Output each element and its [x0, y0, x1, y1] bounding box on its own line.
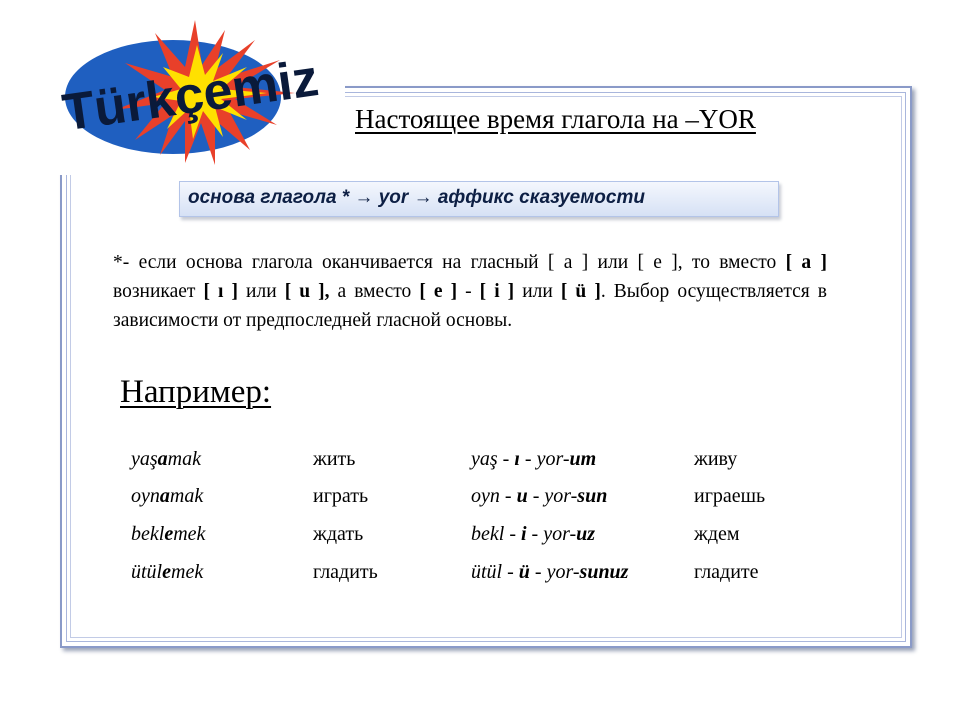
rule-note: [113, 248, 827, 335]
note-text: . Выбор осуществляется в зависимости от предпоследней гласной основы.: [113, 281, 827, 331]
note-text: -: [457, 281, 480, 302]
translation: играть: [313, 485, 369, 507]
example-row: [0, 523, 960, 553]
infinitive: oynamak: [131, 485, 204, 507]
infinitive: ütülemek: [131, 561, 204, 583]
slide-frame-inner-line: [70, 96, 902, 638]
note-text: или: [514, 281, 561, 302]
note-vowel-a: [ a ]: [785, 252, 827, 273]
note-text: возникает: [113, 281, 204, 302]
conjugated-form: bekl - i - yor-uz: [471, 523, 596, 545]
form-translation: гладите: [694, 561, 759, 583]
form-translation: играешь: [694, 485, 766, 507]
translation: гладить: [313, 561, 378, 583]
example-row: [0, 448, 960, 478]
sun-burst-icon: [55, 15, 345, 175]
turkcemiz-logo: [55, 15, 345, 175]
form-translation: живу: [694, 448, 738, 470]
conjugated-form: yaş - ı - yor-um: [471, 448, 597, 470]
page-title: Настоящее время глагола на –YOR: [355, 104, 756, 134]
note-text: а вместо: [329, 281, 420, 302]
note-vowel-u-umlaut: [ ü ]: [560, 281, 601, 302]
note-text: или: [237, 281, 285, 302]
note-text: *- если основа глагола оканчивается на гласный [ a ] или [ e ], то вместо: [113, 252, 786, 273]
infinitive: beklemek: [131, 523, 206, 545]
logo-text: Türkçemiz: [59, 49, 322, 143]
note-vowel-u: [ u ],: [284, 281, 330, 302]
conjugated-form: oyn - u - yor-sun: [471, 485, 608, 507]
conjugated-form: ütül - ü - yor-sunuz: [471, 561, 629, 583]
note-vowel-e: [ e ]: [419, 281, 458, 302]
example-heading: Например:: [120, 374, 272, 410]
form-translation: ждем: [694, 523, 740, 545]
translation: ждать: [313, 523, 364, 545]
formula-box: основа глагола * → yor → аффикс сказуемости: [179, 181, 779, 217]
example-row: [0, 561, 960, 591]
infinitive: yaşamak: [131, 448, 201, 470]
note-vowel-i: [ i ]: [479, 281, 515, 302]
note-vowel-i-dotless: [ ı ]: [203, 281, 238, 302]
example-row: [0, 485, 960, 515]
translation: жить: [313, 448, 356, 470]
